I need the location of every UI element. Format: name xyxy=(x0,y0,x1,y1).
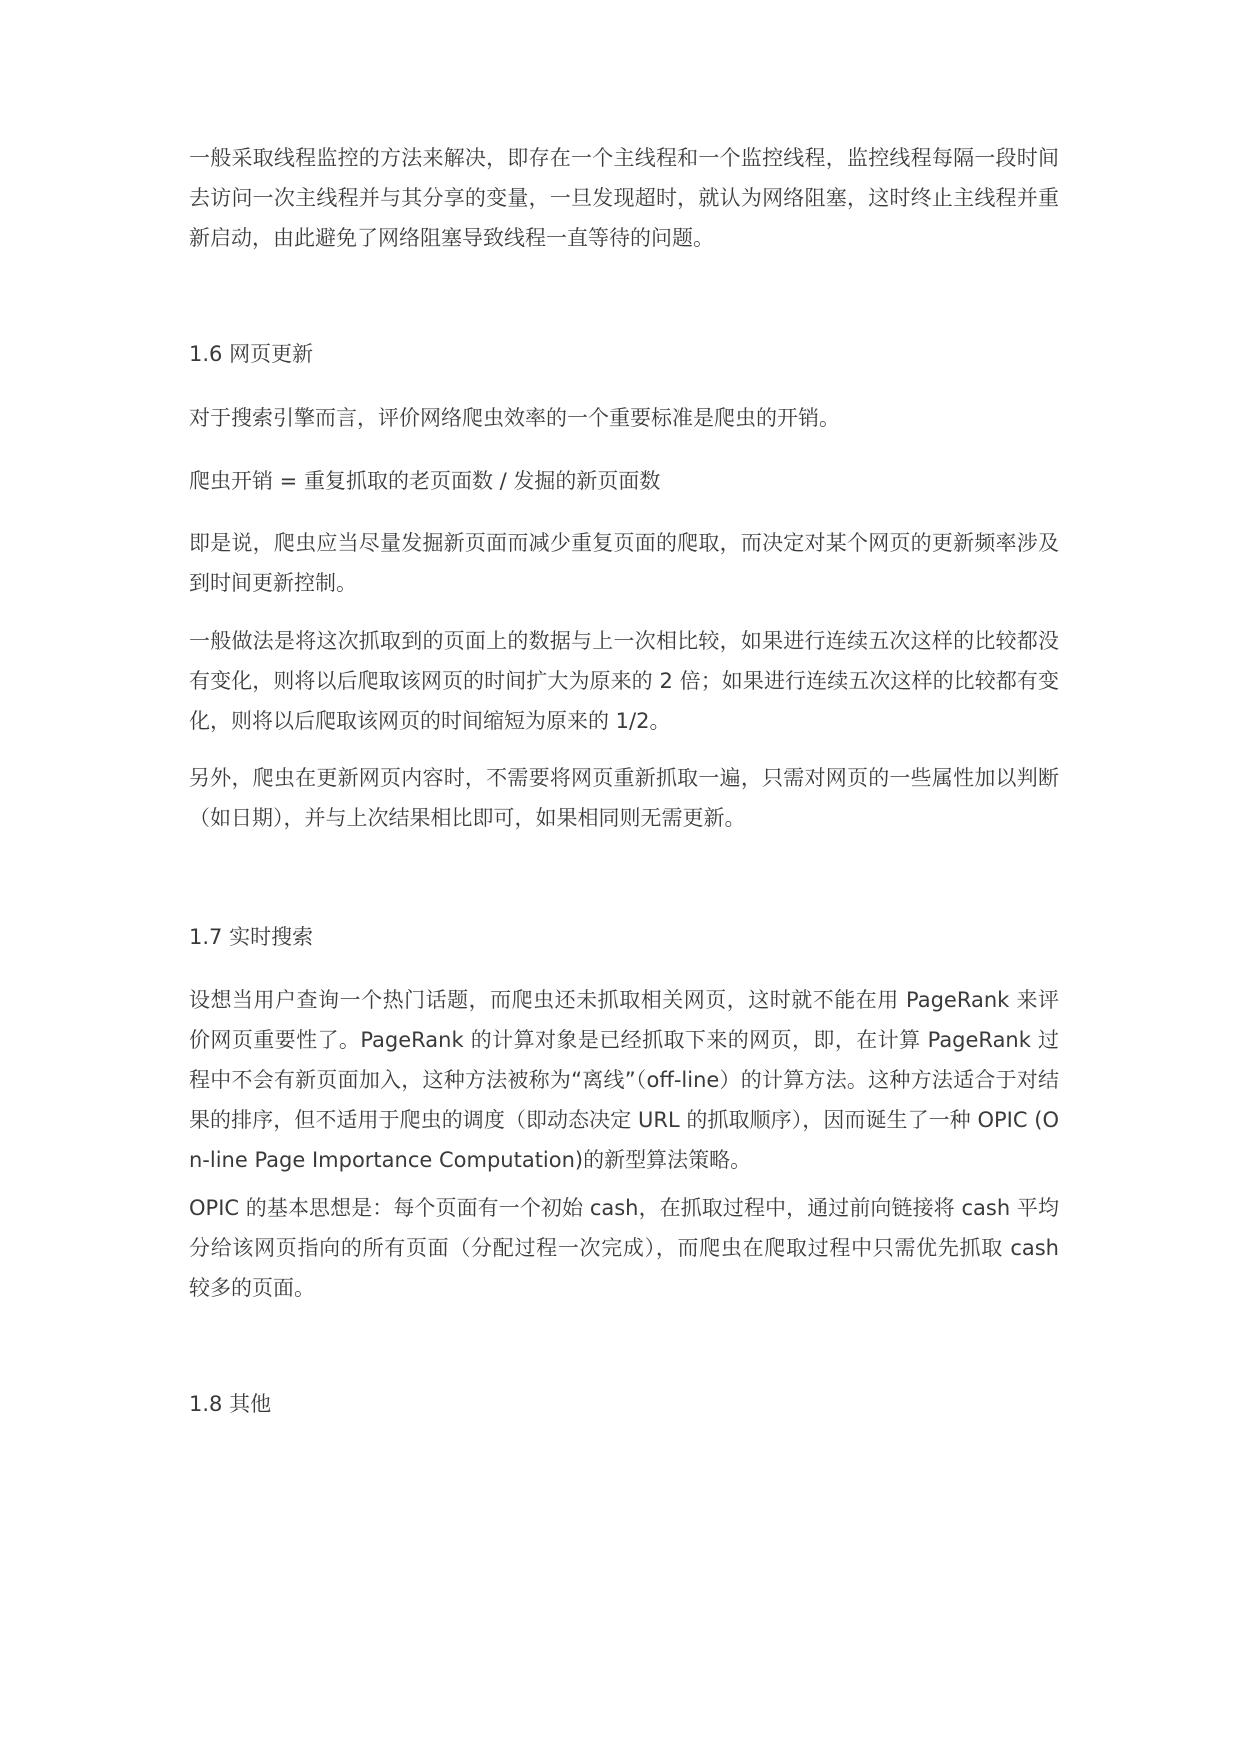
paragraph-update-frequency: 一般做法是将这次抓取到的页面上的数据与上一次相比较，如果进行连续五次这样的比较都没有变化，则将以后爬取该网页的时间扩大为原来的 2 倍；如果进行连续五次这样的比较都有变化，则将以后爬取该网页的时间缩短为原来的 1/2。 xyxy=(189,629,1059,733)
section-heading-1-6: 1.6 网页更新 xyxy=(189,342,314,366)
paragraph-realtime-search: 设想当用户查询一个热门话题，而爬虫还未抓取相关网页，这时就不能在用 PageRank 来评价网页重要性了。PageRank 的计算对象是已经抓取下来的网页，即，在计算 PageRank 过程中不会有新页面加入，这种方法被称为“离线”（off-line）的计算方法。这种方法适合于对结果的排序，但不适用于爬虫的调度（即动态决定 URL 的抓取顺序），因而诞生了一种 OPIC (On-line Page Importance Computation)的新型算法策略。 xyxy=(189,988,1059,1172)
section-heading-1-8: 1.8 其他 xyxy=(189,1392,272,1416)
document-page xyxy=(189,0,1059,1754)
paragraph-update-control: 即是说，爬虫应当尽量发掘新页面而减少重复页面的爬取，而决定对某个网页的更新频率涉及到时间更新控制。 xyxy=(189,531,1059,595)
paragraph-crawler-cost-formula: 爬虫开销 = 重复抓取的老页面数 / 发掘的新页面数 xyxy=(189,469,661,493)
section-heading-1-7: 1.7 实时搜索 xyxy=(189,925,314,949)
paragraph-opic: OPIC 的基本思想是：每个页面有一个初始 cash，在抓取过程中，通过前向链接将 cash 平均分给该网页指向的所有页面（分配过程一次完成），而爬虫在爬取过程中只需优先抓取 cash 较多的页面。 xyxy=(189,1196,1059,1300)
paragraph-thread-monitoring: 一般采取线程监控的方法来解决，即存在一个主线程和一个监控线程，监控线程每隔一段时间去访问一次主线程并与其分享的变量，一旦发现超时，就认为网络阻塞，这时终止主线程并重新启动，由此避免了网络阻塞导致线程一直等待的问题。 xyxy=(189,146,1059,250)
paragraph-crawler-cost-intro: 对于搜索引擎而言，评价网络爬虫效率的一个重要标准是爬虫的开销。 xyxy=(189,406,840,430)
paragraph-attribute-check: 另外，爬虫在更新网页内容时，不需要将网页重新抓取一遍，只需对网页的一些属性加以判断（如日期），并与上次结果相比即可，如果相同则无需更新。 xyxy=(189,766,1059,830)
